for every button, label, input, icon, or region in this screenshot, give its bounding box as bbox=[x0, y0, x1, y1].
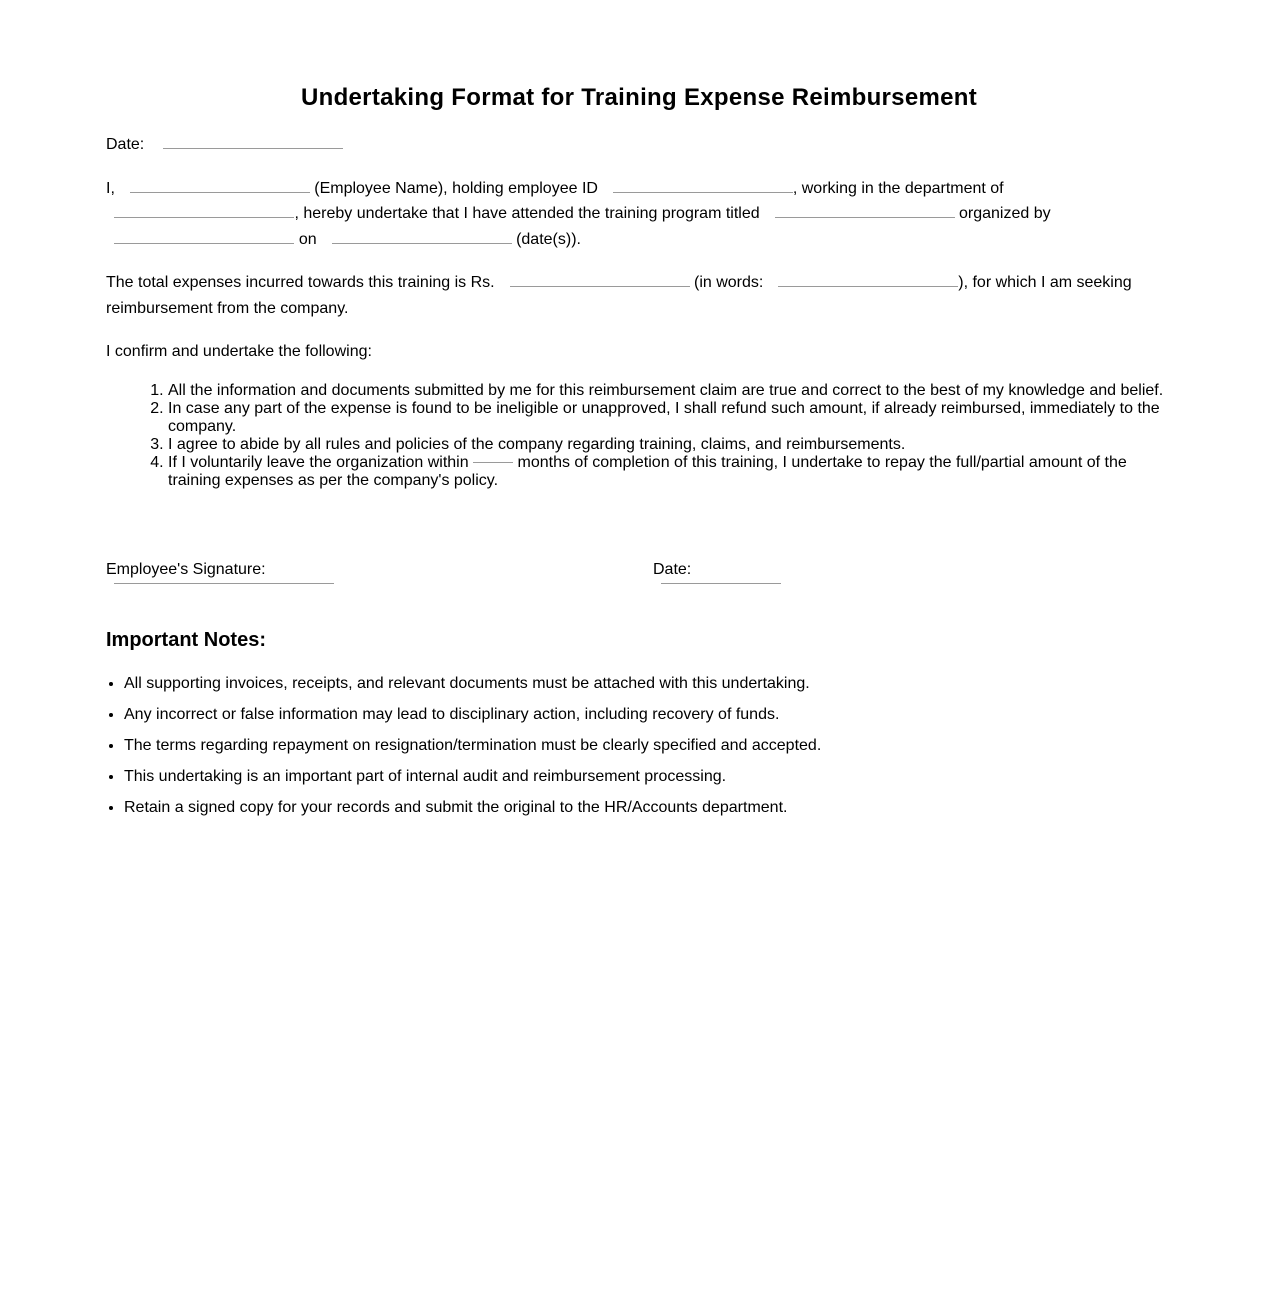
date-line bbox=[106, 135, 343, 155]
signature-date-label: Date: bbox=[653, 561, 692, 578]
expense-amount-field[interactable] bbox=[510, 286, 690, 287]
undertaking-4-suffix: months of completion of this training, I undertake to repay the full/partial amount of the training expenses as per the company's policy. bbox=[168, 454, 1127, 489]
expenses-suffix: ), for which I am seeking bbox=[958, 274, 1132, 291]
expenses-line-2: reimbursement from the company. bbox=[106, 300, 349, 317]
confirm-heading: I confirm and undertake the following: bbox=[106, 343, 372, 360]
date-field[interactable] bbox=[163, 148, 343, 149]
dates-text: (date(s)). bbox=[516, 231, 581, 248]
important-notes-heading: Important Notes: bbox=[106, 629, 266, 651]
note-item: • All supporting invoices, receipts, and relevant documents must be attached with this undertaking. bbox=[124, 674, 821, 694]
declaration-line-3 bbox=[106, 230, 581, 250]
declaration-line-2 bbox=[106, 204, 1051, 224]
employee-name-suffix: (Employee Name), holding employee ID bbox=[314, 180, 598, 197]
expenses-line-1 bbox=[106, 273, 1132, 293]
note-item: • Retain a signed copy for your records and submit the original to the HR/Accounts department. bbox=[124, 798, 821, 818]
signature-date-field[interactable] bbox=[661, 583, 781, 584]
undertaking-item: 2. In case any part of the expense is found to be ineligible or unapproved, I shall refund such amount, if already reimbursed, immediately to the company. bbox=[168, 400, 1172, 436]
employee-id-field[interactable] bbox=[613, 192, 793, 193]
undertaking-item bbox=[168, 454, 1172, 490]
months-field[interactable] bbox=[473, 462, 513, 463]
amount-in-words-field[interactable] bbox=[778, 286, 958, 287]
training-text: , hereby undertake that I have attended the training program titled bbox=[294, 205, 760, 222]
undertaking-item: 1. All the information and documents submitted by me for this reimbursement claim are true and correct to the best of my knowledge and belief. bbox=[168, 382, 1172, 400]
signature-date-block bbox=[653, 560, 691, 580]
employee-name-field[interactable] bbox=[130, 192, 310, 193]
expenses-prefix: The total expenses incurred towards this training is Rs. bbox=[106, 274, 495, 291]
employee-signature-label: Employee's Signature: bbox=[106, 561, 266, 578]
document-title: Undertaking Format for Training Expense Reimbursement bbox=[300, 84, 978, 111]
undertaking-item: 3. I agree to abide by all rules and policies of the company regarding training, claims, and reimbursements. bbox=[168, 436, 1172, 454]
on-text: on bbox=[298, 231, 317, 248]
declaration-intro: I, bbox=[106, 180, 115, 197]
date-label: Date: bbox=[106, 136, 145, 153]
department-text: , working in the department of bbox=[792, 180, 1004, 197]
in-words-label: (in words: bbox=[693, 274, 764, 291]
organizer-field[interactable] bbox=[114, 243, 294, 244]
training-title-field[interactable] bbox=[775, 217, 955, 218]
organized-by-text: organized by bbox=[959, 205, 1051, 222]
important-notes-list bbox=[106, 674, 821, 829]
department-field[interactable] bbox=[114, 217, 294, 218]
employee-signature-field[interactable] bbox=[114, 583, 334, 584]
training-dates-field[interactable] bbox=[332, 243, 512, 244]
declaration-line-1 bbox=[106, 179, 1004, 199]
note-item: • Any incorrect or false information may lead to disciplinary action, including recovery of funds. bbox=[124, 705, 821, 725]
undertakings-list bbox=[106, 382, 1172, 490]
employee-signature-block bbox=[106, 560, 266, 580]
undertaking-4-prefix: If I voluntarily leave the organization within bbox=[168, 454, 469, 471]
note-item: • This undertaking is an important part of internal audit and reimbursement processing. bbox=[124, 767, 821, 787]
note-item: • The terms regarding repayment on resignation/termination must be clearly specified and accepted. bbox=[124, 736, 821, 756]
